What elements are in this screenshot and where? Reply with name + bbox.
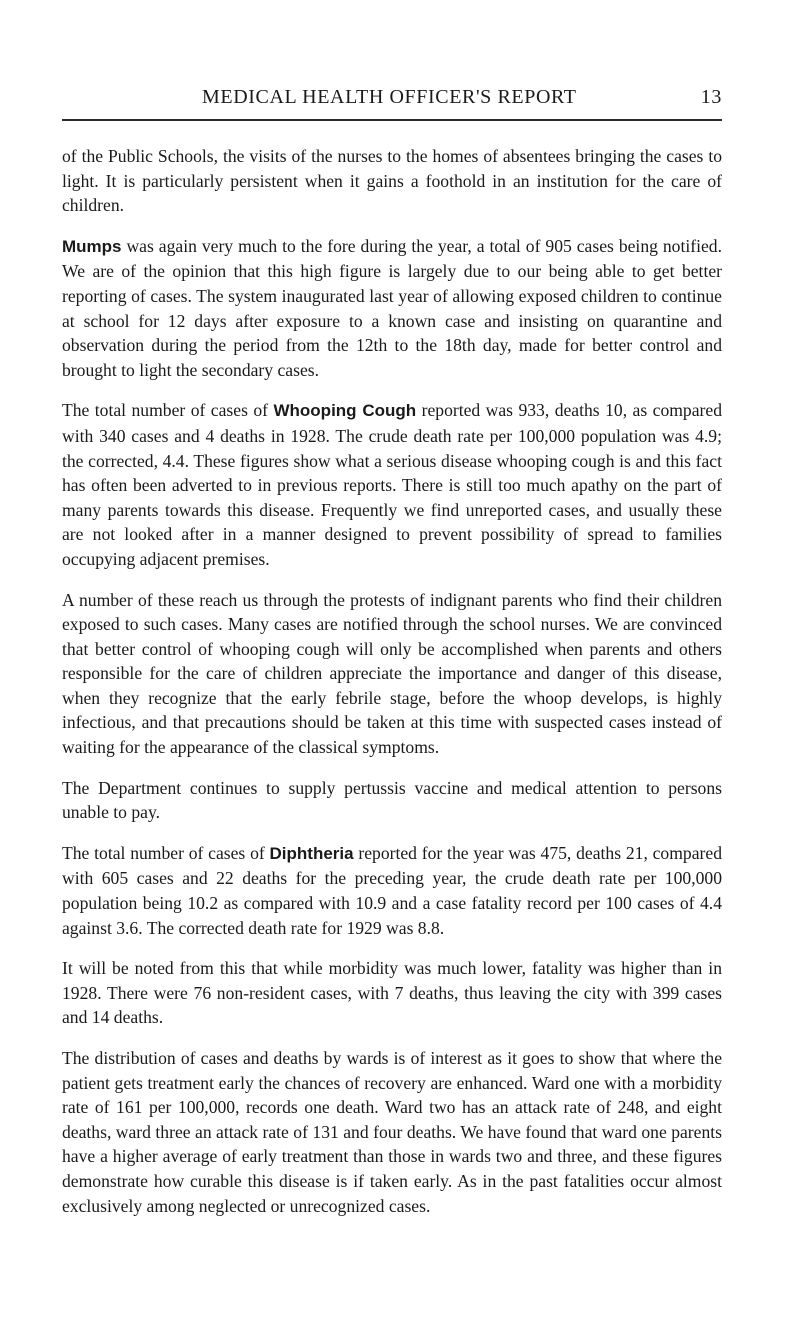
paragraph-text: A number of these reach us through the protests of indignant parents who find their children exposed to such cases. Many cases are notified through the school nurses. We are convinced that better control of whooping cough will only be accomplished when parents and others responsible for the care of children appreciate the importance and danger of this disease, when they recognize that the early febrile stage, before the whoop develops, is highly infectious, and that precautions should be taken at this time with suspected cases instead of waiting for the appearance of the classical symptoms. (62, 589, 722, 758)
page-number: 13 (700, 86, 722, 108)
paragraph-pre: The total number of cases of (62, 842, 270, 863)
paragraph-post: was again very much to the fore during the year, a total of 905 cases being notified. We are of the opinion that this high figure is largely due to our being able to get better reporting of cases. The system inaugurated last year of allowing exposed children to continue at school for 12 days after exposure to a known case and insisting on quarantine and observation during the period from the 12th to the 18th day, made for better control and brought to light the secondary cases. (62, 235, 722, 380)
paragraph-indignant-parents (62, 588, 722, 760)
running-header (62, 86, 722, 114)
paragraph-text: It will be noted from this that while morbidity was much lower, fatality was higher than in 1928. There were 76 non-resident cases, with 7 deaths, thus leaving the city with 399 cases and 14 deaths. (62, 958, 722, 1028)
paragraph-mumps (62, 234, 722, 383)
paragraph-wards (62, 1046, 722, 1218)
body-text (62, 144, 722, 1234)
term-whooping-cough: Whooping Cough (273, 401, 417, 421)
paragraph-vaccine (62, 776, 722, 825)
paragraph-schools (62, 144, 722, 218)
paragraph-text: of the Public Schools, the visits of the nurses to the homes of absentees bringing the cases to light. It is particularly persistent when it gains a foothold in an institution for the care of children. (62, 146, 722, 216)
paragraph-text: The Department continues to supply pertussis vaccine and medical attention to persons unable to pay. (62, 777, 722, 823)
paragraph-post: reported was 933, deaths 10, as compared with 340 cases and 4 deaths in 1928. The crude death rate per 100,000 population was 4.9; the corrected, 4.4. These figures show what a serious disease whooping cough is and this fact has often been adverted to in previous reports. There is still too much apathy on the part of many parents towards this disease. Frequently we find unreported cases, and usually these are not looked after in a manner designed to prevent possibility of spread to families occupying adjacent premises. (62, 400, 722, 569)
paragraph-post: reported for the year was 475, deaths 21, compared with 605 cases and 22 deaths for the preceding year, the crude death rate per 100,000 population being 10.2 as compared with 10.9 and a case fatality record per 100 cases of 4.4 against 3.6. The corrected death rate for 1929 was 8.8. (62, 842, 722, 938)
paragraph-diphtheria (62, 841, 722, 940)
paragraph-pre: The total number of cases of (62, 400, 274, 421)
paragraph-whooping-cough (62, 398, 722, 571)
paragraph-text: The distribution of cases and deaths by wards is of interest as it goes to show that where the patient gets treatment early the chances of recovery are enhanced. Ward one with a morbidity rate of 161 per 100,000, records one death. Ward two has an attack rate of 248, and eight deaths, ward three an attack rate of 131 and four deaths. We have found that ward one parents have a higher average of early treatment than those in wards two and three, and these figures demonstrate how curable this disease is if taken early. As in the past fatalities occur almost exclusively among neglected or unrecognized cases. (62, 1048, 722, 1216)
term-mumps: Mumps (62, 236, 122, 256)
header-rule (62, 119, 722, 121)
term-diphtheria: Diphtheria (269, 843, 354, 863)
header-title: MEDICAL HEALTH OFFICER'S REPORT (202, 86, 577, 108)
paragraph-morbidity (62, 956, 722, 1030)
